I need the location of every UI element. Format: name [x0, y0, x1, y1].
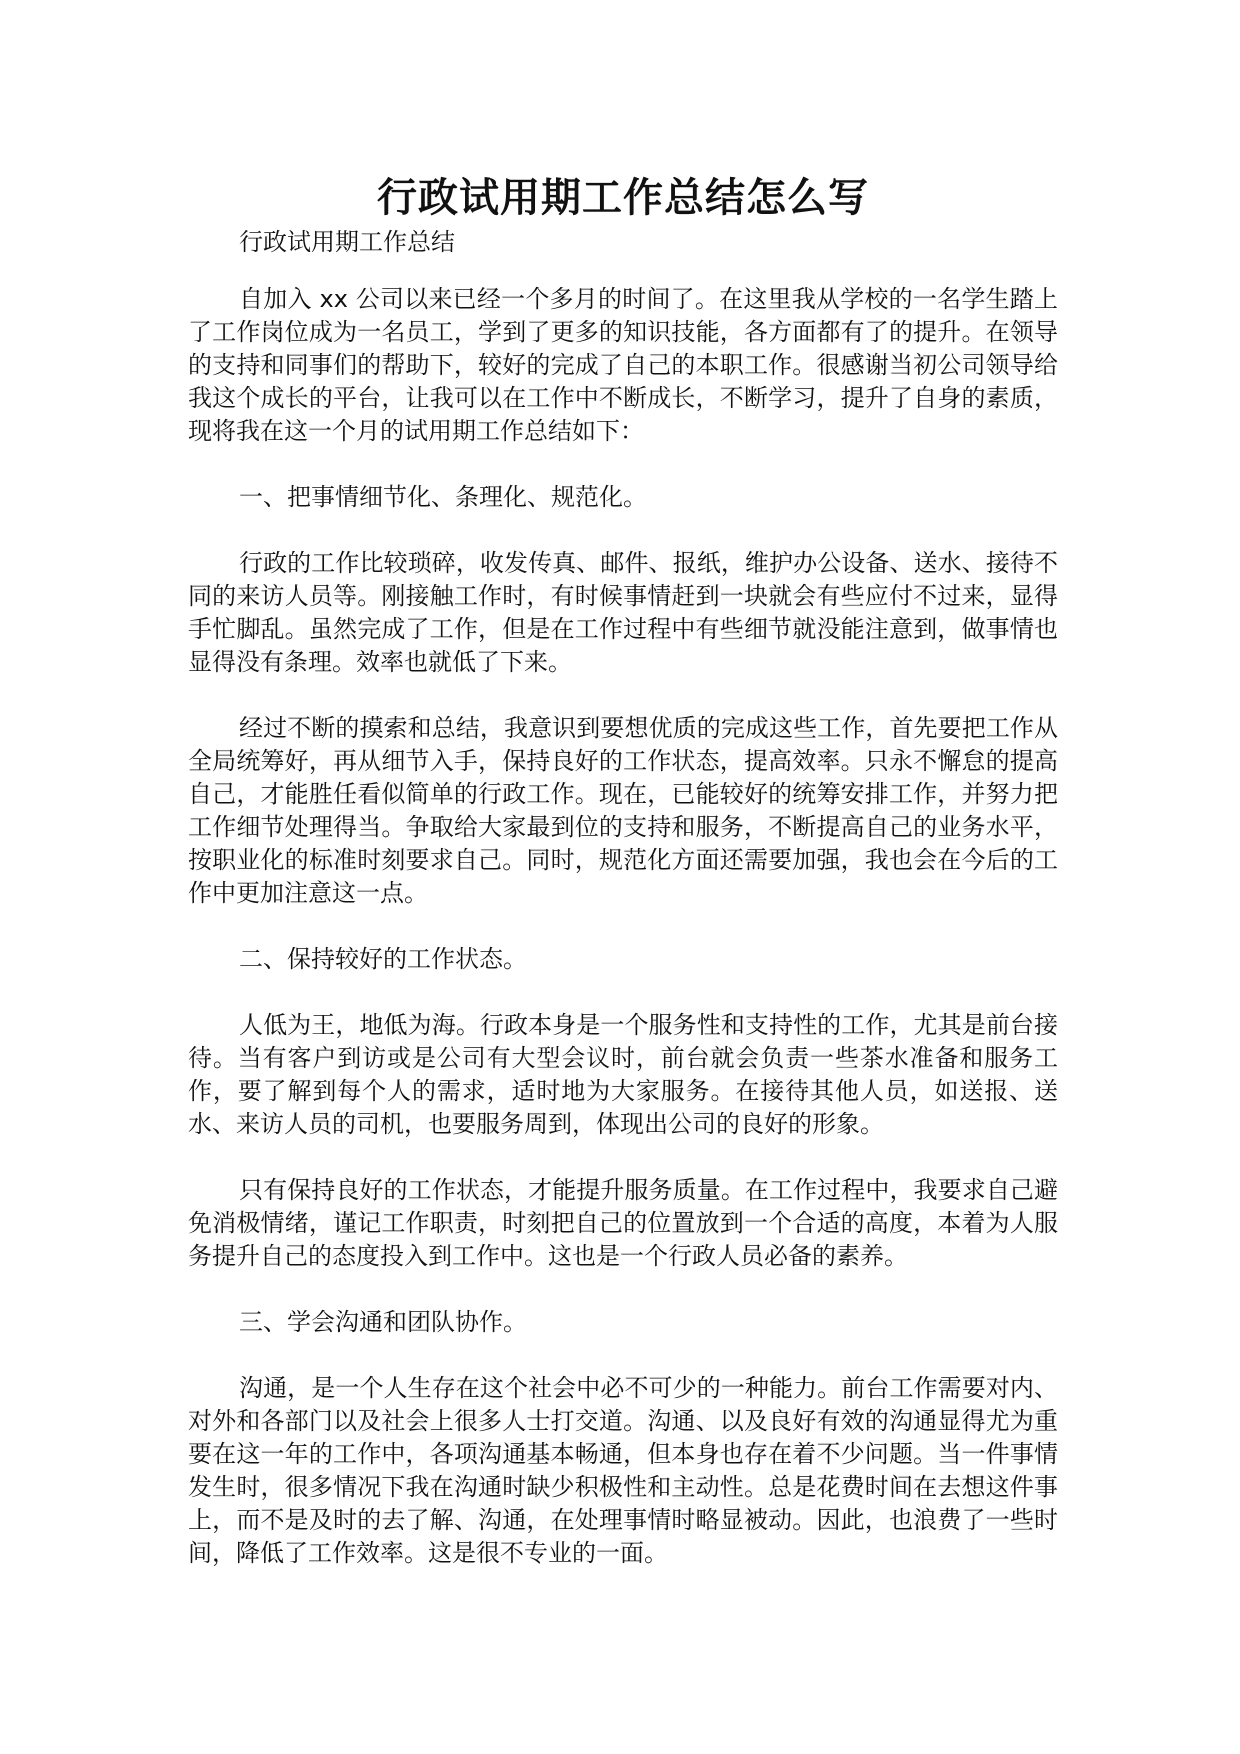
document-title: 行政试用期工作总结怎么写	[377, 175, 869, 221]
spacer	[188, 448, 1058, 481]
spacer	[188, 910, 1058, 943]
document-page	[188, 170, 1058, 1570]
spacer	[188, 258, 1058, 283]
spacer	[188, 1339, 1058, 1372]
paragraph-section1-a: 行政的工作比较琐碎，收发传真、邮件、报纸，维护办公设备、送水、接待不同的来访人员等。刚接触工作时，有时候事情赶到一块就会有些应付不过来，显得手忙脚乱。虽然完成了工作，但是在工作过程中有些细节就没能注意到，做事情也显得没有条理。效率也就低了下来。	[188, 549, 1058, 676]
paragraph-section1-b: 经过不断的摸索和总结，我意识到要想优质的完成这些工作，首先要把工作从全局统筹好，再从细节入手，保持良好的工作状态，提高效率。只永不懈怠的提高自己，才能胜任看似简单的行政工作。现在，已能较好的统筹安排工作，并努力把工作细节处理得当。争取给大家最到位的支持和服务，不断提高自己的业务水平，按职业化的标准时刻要求自己。同时，规范化方面还需要加强，我也会在今后的工作中更加注意这一点。	[188, 714, 1058, 907]
spacer	[188, 1141, 1058, 1174]
section-heading-2: 二、保持较好的工作状态。	[239, 945, 527, 973]
paragraph-section3-a: 沟通，是一个人生存在这个社会中必不可少的一种能力。前台工作需要对内、对外和各部门以及社会上很多人士打交道。沟通、以及良好有效的沟通显得尤为重要在这一年的工作中，各项沟通基本畅通，但本身也存在着不少问题。当一件事情发生时，很多情况下我在沟通时缺少积极性和主动性。总是花费时间在去想这件事上，而不是及时的去了解、沟通，在处理事情时略显被动。因此，也浪费了一些时间，降低了工作效率。这是很不专业的一面。	[188, 1374, 1058, 1567]
spacer	[188, 1273, 1058, 1306]
section-heading-3: 三、学会沟通和团队协作。	[239, 1308, 527, 1336]
spacer	[188, 976, 1058, 1009]
spacer	[188, 679, 1058, 712]
spacer	[188, 514, 1058, 547]
section-heading-1: 一、把事情细节化、条理化、规范化。	[239, 483, 647, 511]
paragraph-section2-b: 只有保持良好的工作状态，才能提升服务质量。在工作过程中，我要求自己避免消极情绪，谨记工作职责，时刻把自己的位置放到一个合适的高度，本着为人服务提升自己的态度投入到工作中。这也是一个行政人员必备的素养。	[188, 1176, 1058, 1270]
paragraph-intro: 自加入 xx 公司以来已经一个多月的时间了。在这里我从学校的一名学生踏上了工作岗位成为一名员工，学到了更多的知识技能，各方面都有了的提升。在领导的支持和同事们的帮助下，较好的完成了自己的本职工作。很感谢当初公司领导给我这个成长的平台，让我可以在工作中不断成长，不断学习，提升了自身的素质，现将我在这一个月的试用期工作总结如下：	[188, 285, 1058, 445]
document-subtitle: 行政试用期工作总结	[239, 228, 455, 256]
paragraph-section2-a: 人低为王，地低为海。行政本身是一个服务性和支持性的工作，尤其是前台接待。当有客户到访或是公司有大型会议时，前台就会负责一些茶水准备和服务工作，要了解到每个人的需求，适时地为大家服务。在接待其他人员，如送报、送水、来访人员的司机，也要服务周到，体现出公司的良好的形象。	[188, 1011, 1058, 1138]
